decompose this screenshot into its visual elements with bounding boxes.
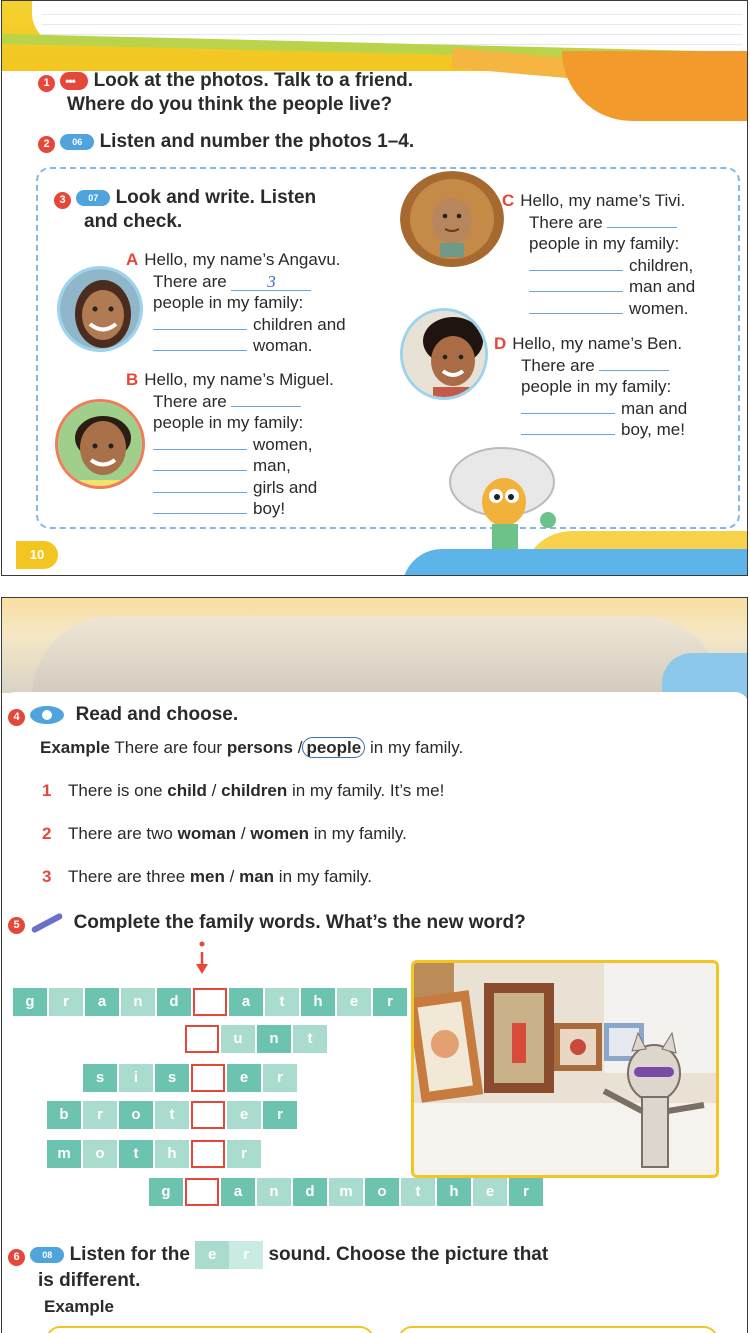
puzzle-letter: b [47,1101,81,1129]
puzzle-letter: t [119,1140,153,1168]
puzzle-letter: g [13,988,47,1016]
puzzle-letter: e [227,1101,261,1129]
puzzle-letter: h [301,988,335,1016]
exercise-6: 6 08 Listen for the e r sound. Choose the picture that is different. [8,1241,708,1293]
text-c: C Hello, my name’s Tivi. There are people in my family: children, man and women. [502,191,696,318]
puzzle-letter: g [149,1178,183,1206]
choice-option[interactable]: child [167,781,207,800]
answer-blank[interactable] [153,336,247,351]
puzzle-letter: a [221,1178,255,1206]
example-sentence: Example There are four persons / people in my family. [40,738,464,757]
photo-boy-ben [400,308,488,400]
puzzle-letter: r [373,988,407,1016]
choice-option[interactable]: children [221,781,288,800]
choice-option[interactable]: woman [177,824,237,843]
puzzle-letter: d [157,988,191,1016]
answer-box[interactable] [193,988,227,1016]
puzzle-letter: r [49,988,83,1016]
exercise-4: 4 Read and choose. [8,703,238,727]
answer-box[interactable] [191,1140,225,1168]
puzzle-letter: o [365,1178,399,1206]
puzzle-letter: e [227,1064,261,1092]
puzzle-letter: n [257,1025,291,1053]
answer-card[interactable] [46,1326,374,1333]
workbook-page-11 [1,597,748,1333]
exercise-number: 1 [38,75,55,92]
puzzle-letter: r [227,1140,261,1168]
puzzle-letter: u [221,1025,255,1053]
puzzle-letter: o [83,1140,117,1168]
text-b: B Hello, my name’s Miguel. There are people in my family: women, man, girls and boy! [126,370,334,518]
puzzle-letter: t [401,1178,435,1206]
puzzle-letter: h [437,1178,471,1206]
example-label: Example [44,1297,114,1316]
puzzle-letter: o [119,1101,153,1129]
page-number: 10 [16,541,58,569]
exercise-2: 2 06 Listen and number the photos 1–4. [38,130,414,154]
puzzle-letter: r [263,1064,297,1092]
answer-box[interactable] [191,1101,225,1129]
puzzle-letter: a [229,988,263,1016]
answer-box[interactable] [185,1025,219,1053]
puzzle-letter: m [329,1178,363,1206]
puzzle-letter: n [257,1178,291,1206]
puzzle-letter: h [155,1140,189,1168]
puzzle-letter: s [83,1064,117,1092]
puzzle-letter: m [47,1140,81,1168]
speech-bubble-icon [60,72,88,90]
exercise-5: 5 Complete the family words. What’s the new word? [8,911,526,935]
puzzle-letter: t [265,988,299,1016]
choice-option[interactable]: women [250,824,309,843]
answer-card[interactable] [398,1326,718,1333]
sentence-1: 1 There is one child / children in my family. It’s me! [42,781,445,800]
photo-child-tivi [400,171,504,267]
photo-shelf-picture [411,960,719,1178]
workbook-page-10 [1,0,748,576]
puzzle-letter: r [83,1101,117,1129]
puzzle-letter: e [473,1178,507,1206]
choice-option[interactable]: man [239,867,275,886]
circled-answer: people [302,737,365,758]
answer-blank[interactable] [231,392,301,407]
sentence-3: 3 There are three men / man in my family. [42,867,372,886]
puzzle-letter: n [121,988,155,1016]
answer-blank[interactable] [153,315,247,330]
choice-option[interactable]: men [189,867,225,886]
answer-box[interactable] [185,1178,219,1206]
puzzle-letter: d [293,1178,327,1206]
exercise-1: 1 ••• Look at the photos. Talk to a friend. Where do you think the people live? [38,69,413,117]
sentence-2: 2 There are two woman / women in my family. [42,824,407,843]
audio-cd-icon[interactable]: 08 [30,1247,64,1263]
puzzle-letter: r [263,1101,297,1129]
puzzle-letter: e [337,988,371,1016]
text-d: D Hello, my name’s Ben. There are people in my family: man and boy, me! [494,334,688,439]
audio-cd-icon[interactable]: 07 [76,190,110,206]
puzzle-letter: t [155,1101,189,1129]
audio-cd-icon[interactable]: 06 [60,134,94,150]
puzzle-letter: i [119,1064,153,1092]
answer-box[interactable] [191,1064,225,1092]
puzzle-letter: a [85,988,119,1016]
puzzle-letter: t [293,1025,327,1053]
puzzle-letter: r [509,1178,543,1206]
puzzle-letter: s [155,1064,189,1092]
exercise-3: 3 07 Look and write. Listen and check. [54,186,316,234]
answer-handwritten[interactable]: 3 [231,274,311,291]
text-a: A Hello, my name’s Angavu. There are 3 people in my family: children and woman. [126,250,346,355]
